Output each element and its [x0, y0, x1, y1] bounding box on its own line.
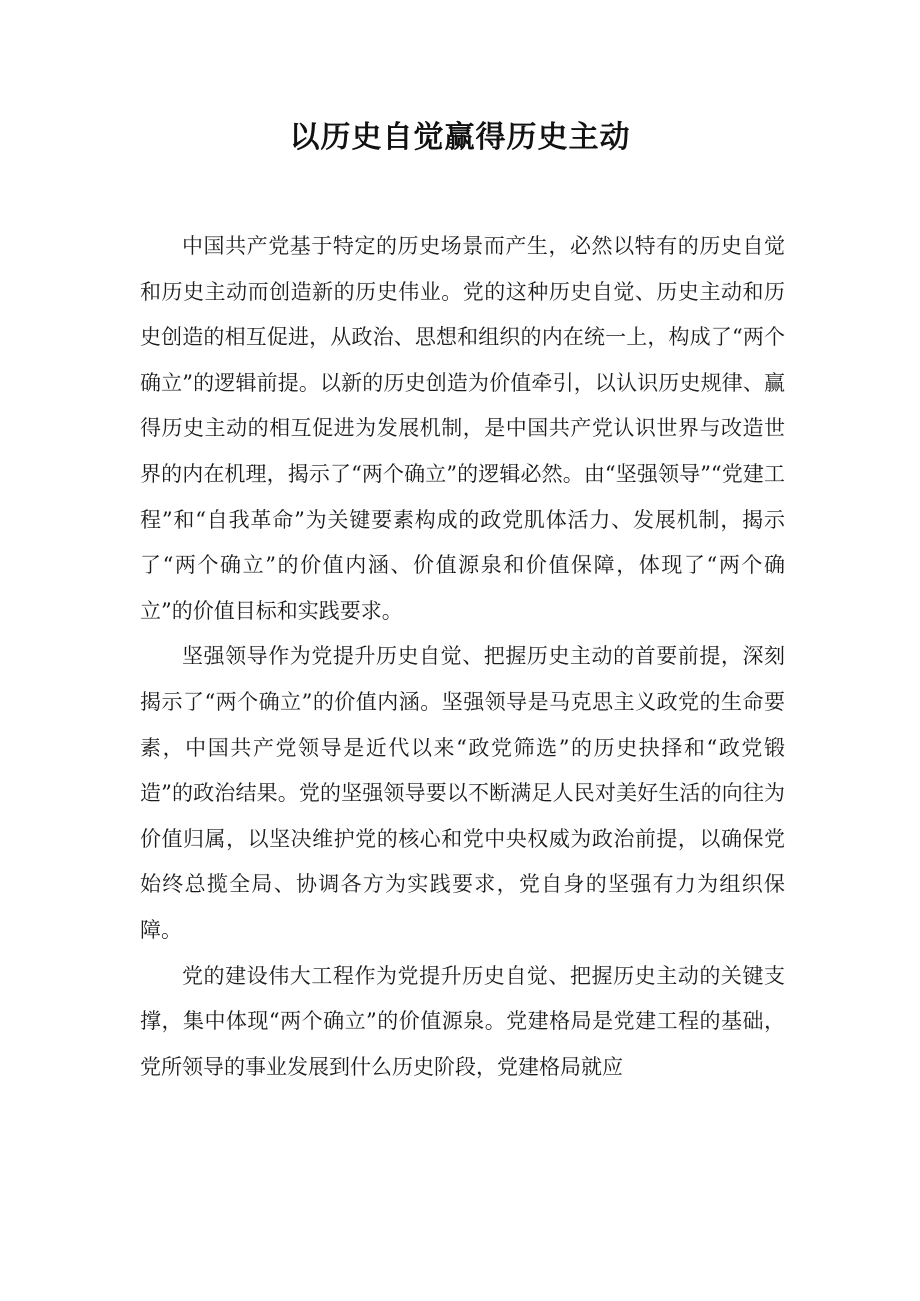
paragraph-3: 党的建设伟大工程作为党提升历史自觉、把握历史主动的关键支撑，集中体现“两个确立”的价值源泉。党建格局是党建工程的基础，党所领导的事业发展到什么历史阶段，党建格局就应: [140, 963, 785, 1079]
document-body: [140, 224, 785, 1090]
paragraph-1: 中国共产党基于特定的历史场景而产生，必然以特有的历史自觉和历史主动而创造新的历史伟业。党的这种历史自觉、历史主动和历史创造的相互促进，从政治、思想和组织的内在统一上，构成了“两个确立”的逻辑前提。以新的历史创造为价值牵引，以认识历史规律、赢得历史主动的相互促进为发展机制，是中国共产党认识世界与改造世界的内在机理，揭示了“两个确立”的逻辑必然。由“坚强领导”“党建工程”和“自我革命”为关键要素构成的政党肌体活力、发展机制，揭示了“两个确立”的价值内涵、价值源泉和价值保障，体现了“两个确立”的价值目标和实践要求。: [140, 234, 785, 623]
paragraph-2: 坚强领导作为党提升历史自觉、把握历史主动的首要前提，深刻揭示了“两个确立”的价值内涵。坚强领导是马克思主义政党的生命要素，中国共产党领导是近代以来“政党筛选”的历史抉择和“政党锻造”的政治结果。党的坚强领导要以不断满足人民对美好生活的向往为价值归属，以坚决维护党的核心和党中央权威为政治前提，以确保党始终总揽全局、协调各方为实践要求，党自身的坚强有力为组织保障。: [140, 644, 785, 942]
document-title: 以历史自觉赢得历史主动: [289, 120, 631, 155]
